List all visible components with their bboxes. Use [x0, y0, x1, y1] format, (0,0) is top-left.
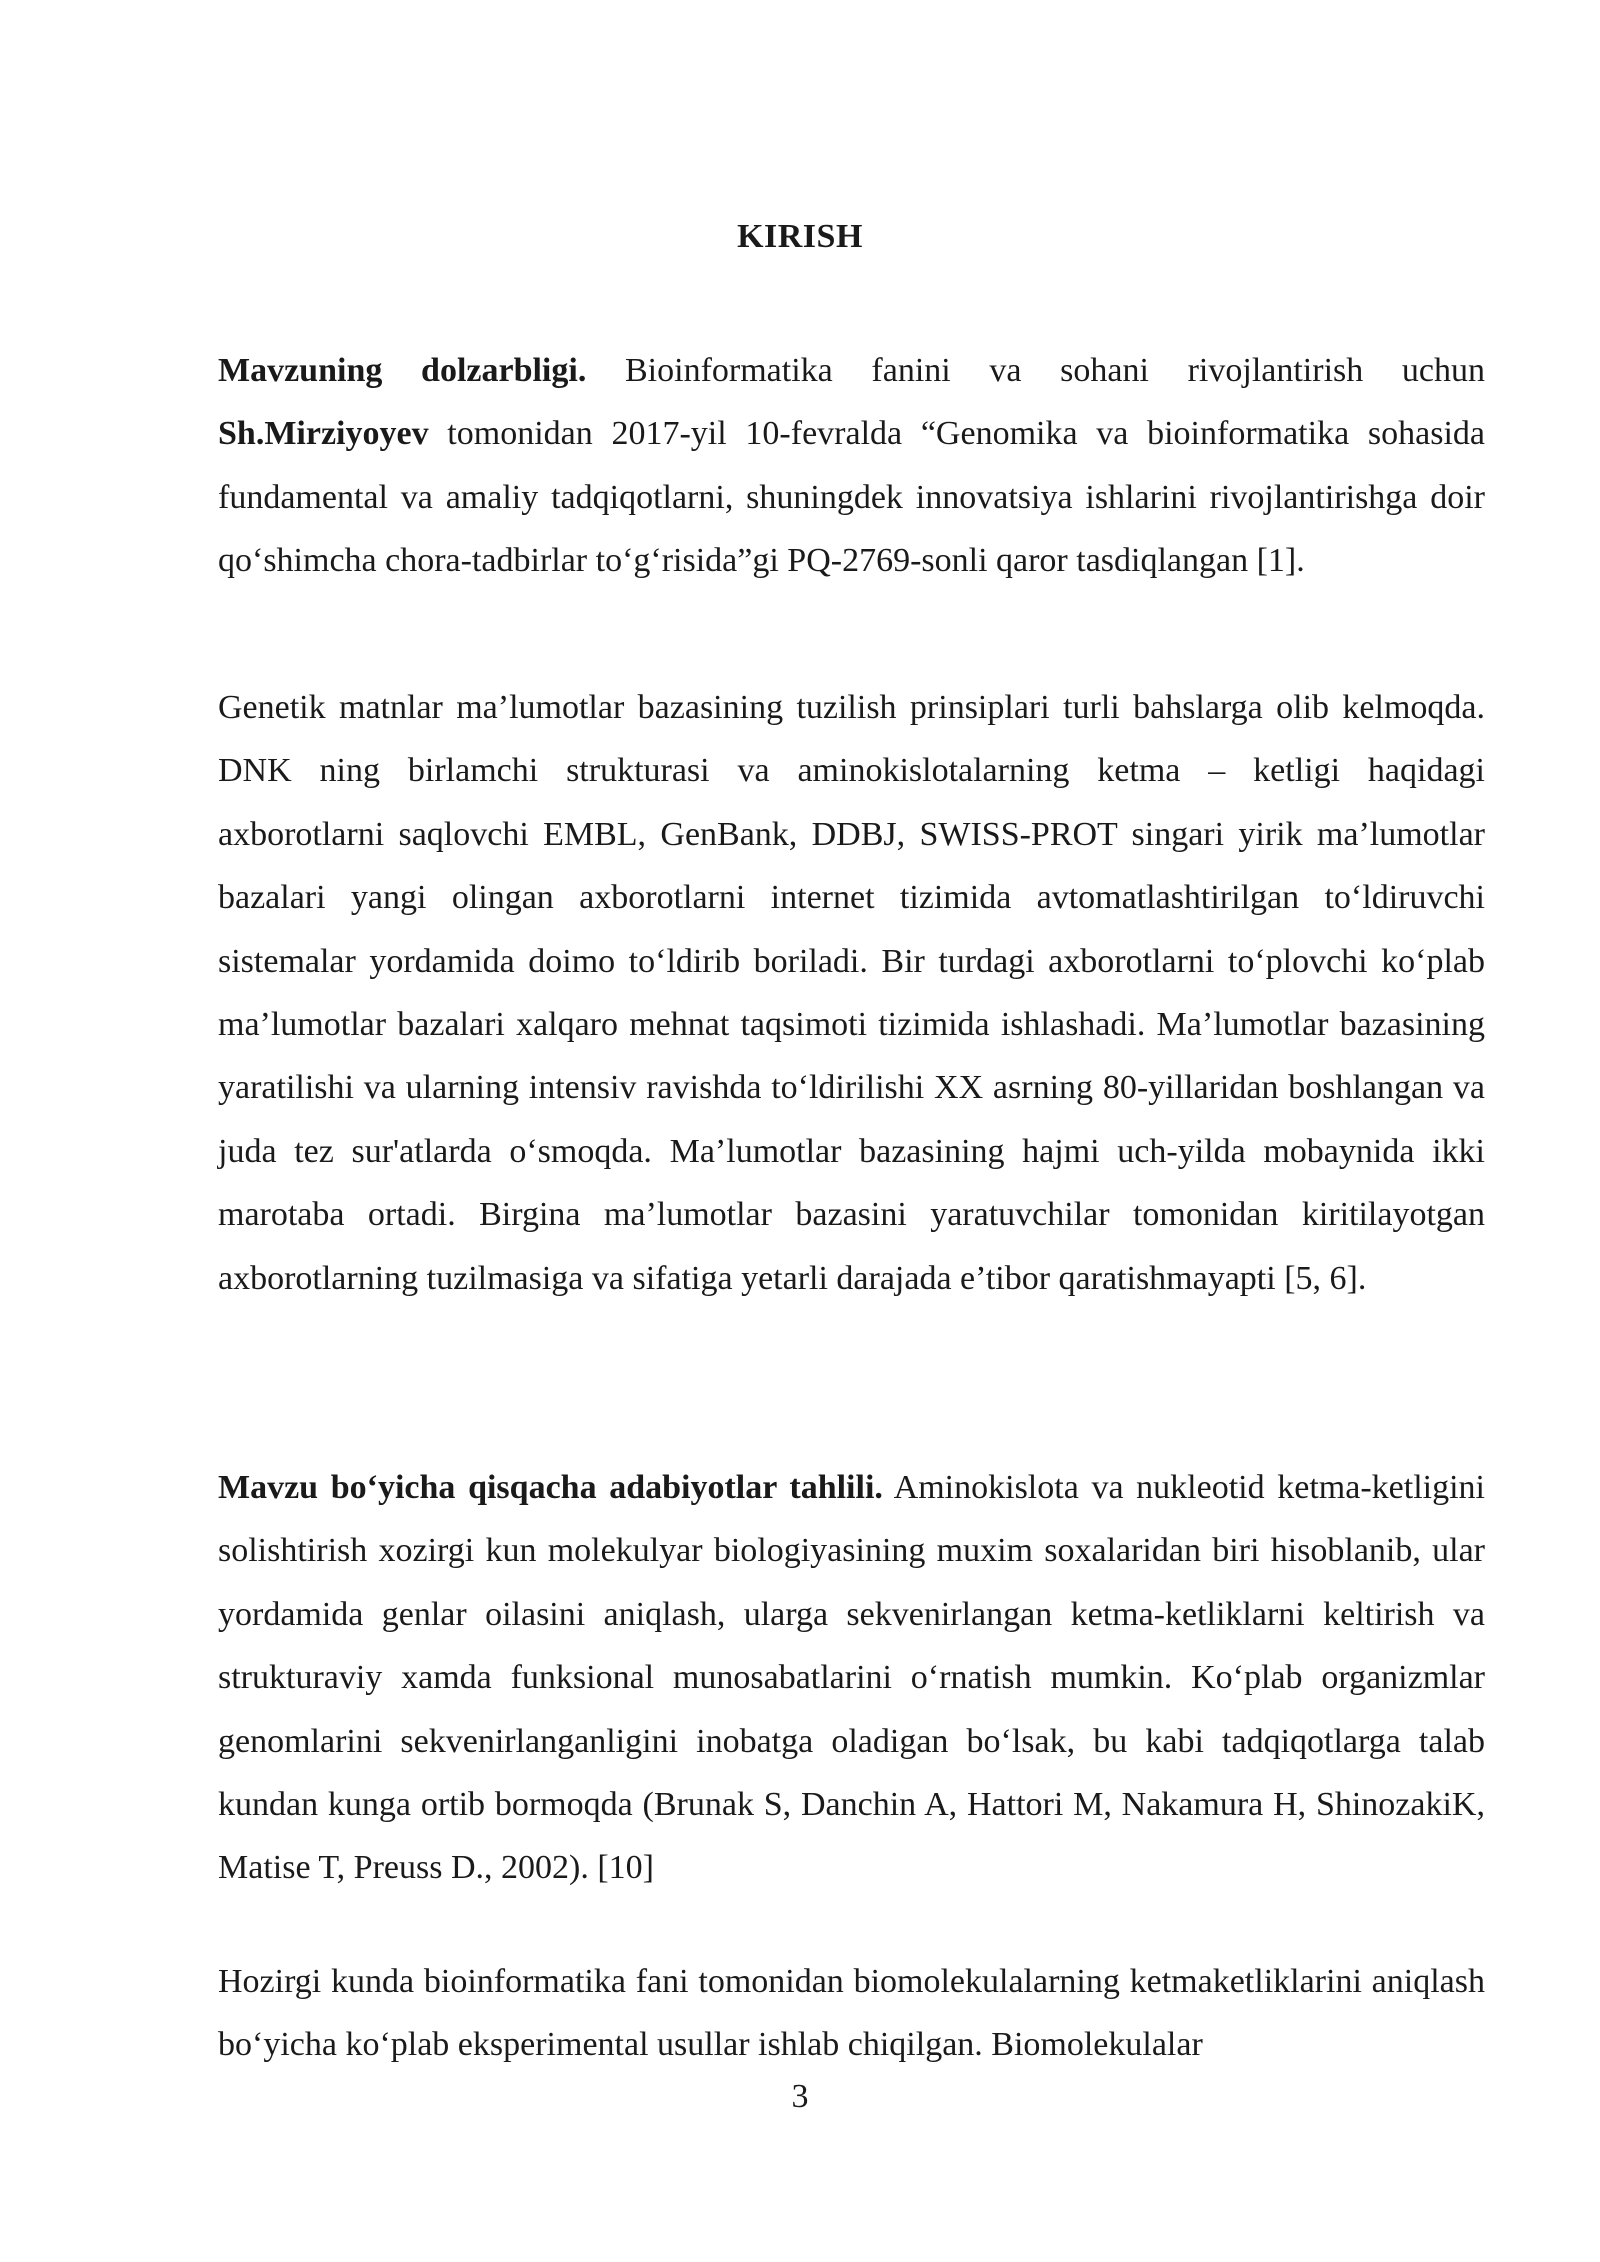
paragraph-relevance — [218, 339, 1485, 593]
paragraph-text: Hozirgi kunda bioinformatika fani tomonidan biomolekulalarning ketmaketliklarini aniqlash bo‘yicha ko‘plab eksperimental usullar ishlab chiqilgan. Biomolekulalar — [218, 1963, 1485, 2064]
paragraph-literature-review — [218, 1456, 1485, 1900]
paragraph-databases — [218, 676, 1485, 1310]
paragraph-text: tomonidan 2017-yil 10-fevralda “Genomika va bioinformatika sohasida fundamental va amaliy tadqiqotlarni, shuningdek innovatsiya ishlarini rivojlantirishga doir qo‘shimcha chora-tadbirlar to‘g‘risida”gi PQ-2769-sonli qaror tasdiqlangan [1]. — [218, 415, 1485, 580]
paragraph-text: Aminokislota va nukleotid ketma-ketligini solishtirish xozirgi kun molekulyar biologiyasining muxim soxalaridan biri hisoblanib, ular yordamida genlar oilasini aniqlash, ularga sekvenirlangan ketma-ketliklarni keltirish va strukturaviy xamda funksional munosabatlarini o‘rnatish mumkin. Ko‘plab organizmlar genomlarini sekvenirlanganligini inobatga oladigan bo‘lsak, bu kabi tadqiqotlarga talab kundan kunga ortib bormoqda (Brunak S, Danchin A, Hattori M, Nakamura H, ShinozakiK, Matise T, Preuss D., 2002). [10] — [218, 1469, 1485, 1887]
bold-name: Sh.Mirziyoyev — [218, 415, 429, 453]
paragraph-lead: Mavzuning dolzarbligi. — [218, 352, 587, 389]
paragraph-lead: Mavzu bo‘yicha qisqacha adabiyotlar tahlili. — [218, 1469, 883, 1506]
paragraph-methods — [218, 1950, 1485, 2077]
paragraph-text: Genetik matnlar ma’lumotlar bazasining tuzilish prinsiplari turli bahslarga olib kelmoqda. DNK ning birlamchi strukturasi va aminokislotalarning ketma – ketligi haqidagi axborotlarni saqlovchi EMBL, GenBank, DDBJ, SWISS-PROT singari yirik ma’lumotlar bazalari yangi olingan axborotlarni internet tizimida avtomatlashtirilgan to‘ldiruvchi sistemalar yordamida doimo to‘ldirib boriladi. Bir turdagi axborotlarni to‘plovchi ko‘plab ma’lumotlar bazalari xalqaro mehnat taqsimoti tizimida ishlashadi. Ma’lumotlar bazasining yaratilishi va ularning intensiv ravishda to‘ldirilishi XX asrning 80-yillaridan boshlangan va juda tez sur'atlarda o‘smoqda. Ma’lumotlar bazasining hajmi uch-yilda mobaynida ikki marotaba ortadi. Birgina ma’lumotlar bazasini yaratuvchilar tomonidan kiritilayotgan axborotlarning tuzilmasiga va sifatiga yetarli darajada e’tibor qaratishmayapti [5, 6]. — [218, 689, 1485, 1297]
paragraph-text: Bioinformatika fanini va sohani rivojlantirish uchun — [586, 352, 1486, 389]
page-heading: KIRISH — [737, 218, 863, 255]
page-number: 3 — [791, 2078, 809, 2115]
